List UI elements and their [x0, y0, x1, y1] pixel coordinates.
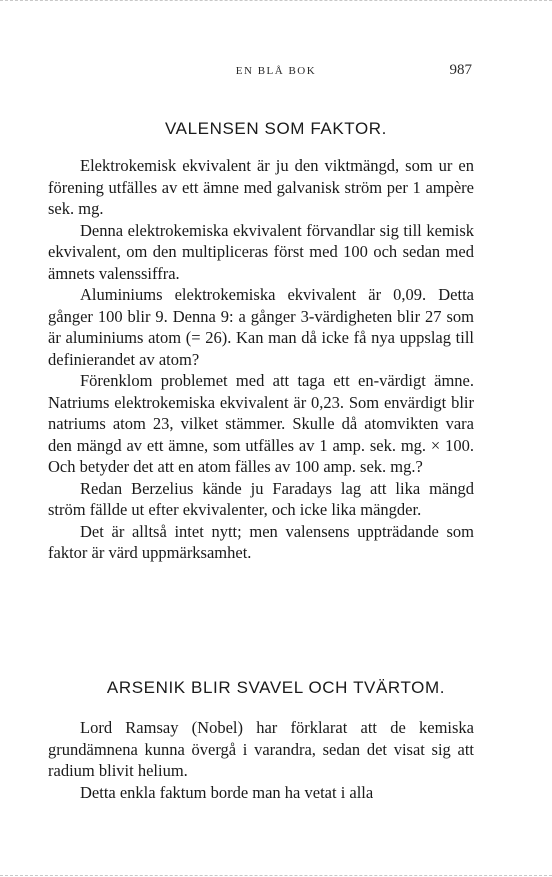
running-title: EN BLÅ BOK	[235, 65, 317, 77]
paragraph: Det är alltså intet nytt; men valensens uppträdande som faktor är värd uppmärksamhet.	[48, 521, 474, 562]
section-valensen-body	[48, 155, 474, 564]
paragraph: Redan Berzelius kände ju Faradays lag att lika mängd ström fällde ut efter ekvivalenter, och icke lika mängder.	[48, 478, 474, 519]
paragraph: Lord Ramsay (Nobel) har förklarat att de kemiska grundämnena kunna övergå i varandra, sedan det visat sig att radium blivit helium.	[48, 718, 474, 780]
section-heading-valensen: VALENSEN SOM FAKTOR.	[164, 119, 388, 138]
paragraph: Förenklom problemet med att taga ett en-värdigt ämne. Natriums elektrokemiska ekvivalent är 0,23. Som envärdigt blir natriums atom 23, vilket stämmer. Skulle då atomvikten vara den mängd av ett ämne, som utfälles av 1 amp. sek. mg. × 100. Och betyder det att en atom fälles av 100 amp. sek. mg.?	[48, 371, 474, 476]
paragraph: Aluminiums elektrokemiska ekvivalent är 0,09. Detta gånger 100 blir 9. Denna 9: a gånger 3-värdigheten blir 27 som är aluminiums atom (= 26). Kan man då icke få nya uppslag till definierandet av atom?	[48, 285, 474, 369]
section-arsenik-body	[48, 717, 474, 803]
page-top-edge	[0, 0, 552, 2]
paragraph: Detta enkla faktum borde man ha vetat i alla	[80, 782, 374, 802]
page-number: 987	[449, 62, 472, 78]
paragraph: Elektrokemisk ekvivalent är ju den viktmängd, som ur en förening utfälles av ett ämne med galvanisk ström per 1 ampère sek. mg.	[48, 156, 474, 218]
paragraph: Denna elektrokemiska ekvivalent förvandlar sig till kemisk ekvivalent, om den multipliceras först med 100 och sedan med ämnets valenssiffra.	[48, 220, 474, 283]
running-head	[0, 62, 552, 82]
section-heading-arsenik: ARSENIK BLIR SVAVEL OCH TVÄRTOM.	[106, 678, 446, 697]
